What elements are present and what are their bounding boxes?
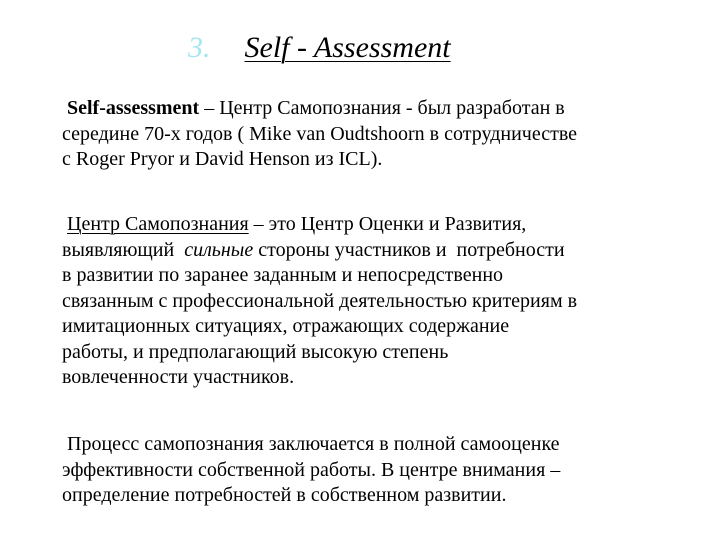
- paragraph-line: [62, 432, 702, 458]
- paragraph-line: эффективности собственной работы. В центре внимания –: [62, 458, 561, 481]
- paragraph-line: имитационных ситуациях, отражающих содержание: [62, 315, 510, 337]
- strengths-emphasis: сильные: [184, 238, 254, 261]
- paragraph-line: [62, 238, 702, 264]
- paragraph-intro: [62, 96, 702, 173]
- title-number: 3.: [188, 31, 211, 64]
- paragraph-line: работы, и предполагающий высокую степень: [62, 340, 449, 363]
- paragraph-definition: [62, 212, 702, 391]
- paragraph-line: определение потребностей в собственном развитии.: [62, 484, 507, 506]
- paragraph-line: с Roger Pryor и David Henson из ICL).: [62, 148, 383, 170]
- paragraph-line: в развитии по заранее заданным и непосредственно: [62, 264, 504, 286]
- paragraph-text: выявляющий: [62, 238, 185, 261]
- paragraph-line: [62, 212, 702, 238]
- paragraph-line: связанным с профессиональной деятельностью критериям в: [62, 289, 578, 312]
- slide-title: [188, 30, 451, 66]
- center-term: Центр Самопознания: [67, 213, 249, 235]
- paragraph-text: Процесс самопознания заключается в полной самооценке: [67, 433, 560, 455]
- paragraph-text: стороны участников и потребности: [253, 238, 565, 261]
- paragraph-line: [62, 96, 702, 122]
- paragraph-line: вовлеченности участников.: [62, 366, 295, 388]
- title-text: Self - Assessment: [244, 31, 451, 64]
- paragraph-line: середине 70-х годов ( Mike van Oudtshoorn в сотрудничестве: [62, 122, 578, 145]
- paragraph-text: – это Центр Оценки и Развития,: [248, 213, 527, 235]
- paragraph-text: – Центр Самопознания - был разработан в: [199, 97, 565, 119]
- paragraph-process: [62, 432, 702, 509]
- self-assessment-term: Self-assessment: [67, 97, 200, 119]
